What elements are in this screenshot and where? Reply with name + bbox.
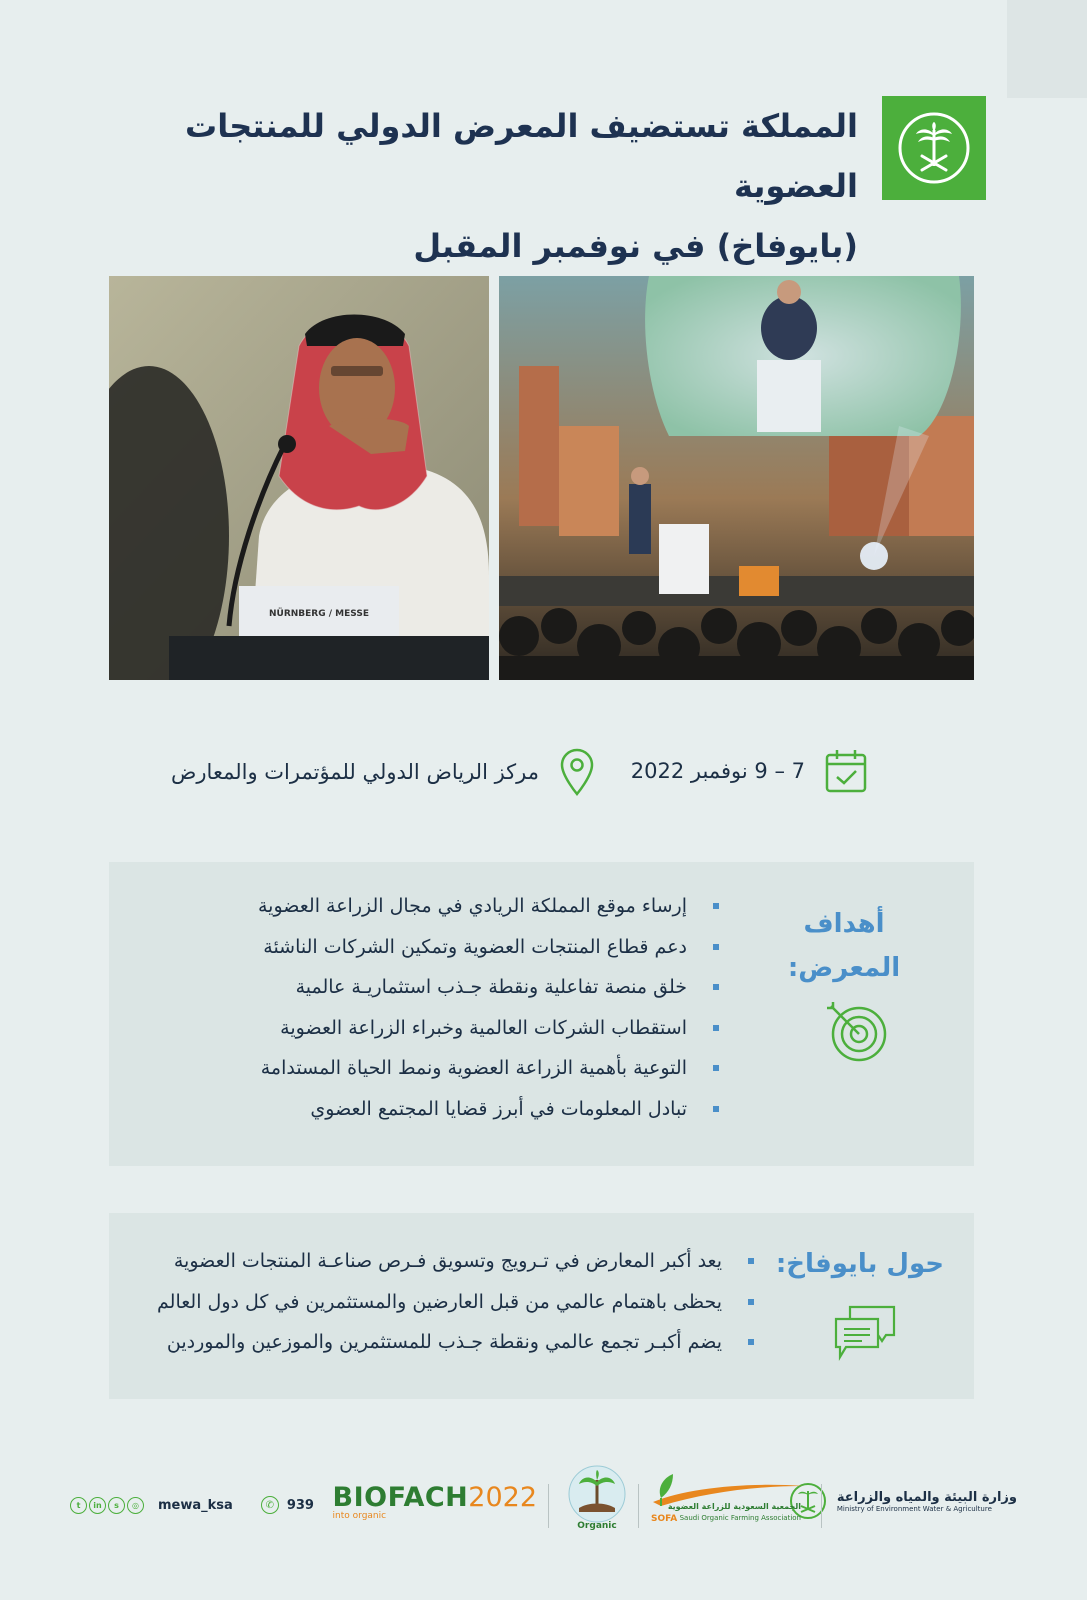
list-item: خلق منصة تفاعلية ونقطة جـذب استثماريـة عالمية	[258, 967, 719, 1008]
about-list	[157, 1241, 754, 1363]
contact-info	[70, 1496, 314, 1514]
location-pin-icon	[559, 748, 595, 796]
event-location-text: مركز الرياض الدولي للمؤتمرات والمعارض	[171, 760, 539, 784]
goals-heading-line-2: المعرض:	[787, 953, 901, 983]
footer-divider	[548, 1484, 549, 1528]
twitter-icon[interactable]: t	[70, 1497, 87, 1514]
list-item: التوعية بأهمية الزراعة العضوية ونمط الحياة المستدامة	[258, 1048, 719, 1089]
ministry-name-ar: وزارة البيئة والمياه والزراعة	[836, 1489, 1017, 1505]
calendar-icon	[825, 748, 867, 794]
page-title	[78, 96, 858, 276]
chat-bubbles-icon	[832, 1303, 898, 1361]
organic-label: Organic	[577, 1521, 617, 1531]
phone-icon: ✆	[261, 1496, 279, 1514]
goals-heading-line-1: أهداف	[803, 909, 885, 939]
sofa-name-en: Saudi Organic Farming Association	[679, 1514, 801, 1522]
footer-divider	[821, 1484, 822, 1528]
goals-heading	[784, 902, 904, 990]
snapchat-icon[interactable]: s	[108, 1497, 125, 1514]
event-date	[631, 748, 867, 794]
list-item: إرساء موقع المملكة الريادي في مجال الزراعة العضوية	[258, 886, 719, 927]
title-line-1: المملكة تستضيف المعرض الدولي للمنتجات العضوية	[185, 107, 858, 205]
sofa-abbreviation: SOFA	[651, 1514, 678, 1524]
instagram-icon[interactable]: ◎	[127, 1497, 144, 1514]
header	[100, 96, 986, 265]
social-handle[interactable]: mewa_ksa	[158, 1497, 233, 1513]
exhibition-goals-panel	[109, 862, 974, 1166]
ministry-logo	[882, 96, 986, 200]
target-icon	[823, 998, 889, 1064]
list-item: دعم قطاع المنتجات العضوية وتمكين الشركات الناشئة	[258, 927, 719, 968]
ministry-name	[837, 1490, 1017, 1513]
sofa-logo	[647, 1468, 807, 1532]
photo-conference-hall	[499, 276, 974, 680]
event-location	[171, 748, 595, 796]
ministry-logo-footer	[789, 1482, 1017, 1520]
title-line-2: (بايوفاخ) في نوفمبر المقبل	[413, 227, 858, 265]
sofa-name-ar: الجمعية السعودية للزراعة العضوية	[667, 1502, 801, 1511]
phone-number: 939	[286, 1497, 314, 1513]
list-item: استقطاب الشركات العالمية وخبراء الزراعة العضوية	[258, 1008, 719, 1049]
corner-decoration	[1007, 0, 1087, 98]
list-item: يضم أكبـر تجمع عالمي ونقطة جـذب للمستثمرين والموزعين والموردين	[157, 1322, 754, 1363]
social-icons	[70, 1497, 144, 1514]
biofach-name: BIOFACH	[332, 1482, 469, 1513]
about-heading: حول بايوفاخ:	[775, 1249, 944, 1279]
footer-divider	[638, 1484, 639, 1528]
palm-emblem-icon	[896, 110, 972, 186]
list-item: يحظى باهتمام عالمي من قبل العارضين والمستثمرين في كل دول العالم	[157, 1282, 754, 1323]
list-item: تبادل المعلومات في أبرز قضايا المجتمع العضوي	[258, 1089, 719, 1130]
list-item: يعد أكبر المعارض في تـرويج وتسويق فـرص صناعـة المنتجات العضوية	[157, 1241, 754, 1282]
event-info-row	[171, 748, 867, 798]
organic-tree-icon	[565, 1462, 629, 1534]
biofach-year: 2022	[468, 1482, 537, 1513]
event-date-text: 7 – 9 نوفمبر 2022	[630, 759, 805, 783]
biofach-logo	[333, 1482, 537, 1521]
linkedin-icon[interactable]: in	[89, 1497, 106, 1514]
goals-list	[258, 886, 719, 1129]
organic-logo	[565, 1462, 629, 1534]
phone-contact[interactable]	[261, 1496, 314, 1514]
podium-label: NÜRNBERG / MESSE	[269, 609, 369, 619]
ministry-name-en: Ministry of Environment Water & Agriculture	[836, 1504, 992, 1513]
about-biofach-panel	[109, 1213, 974, 1399]
biofach-tagline: into organic	[332, 1511, 387, 1521]
photo-speaker-podium	[109, 276, 489, 680]
footer	[70, 1462, 1017, 1550]
